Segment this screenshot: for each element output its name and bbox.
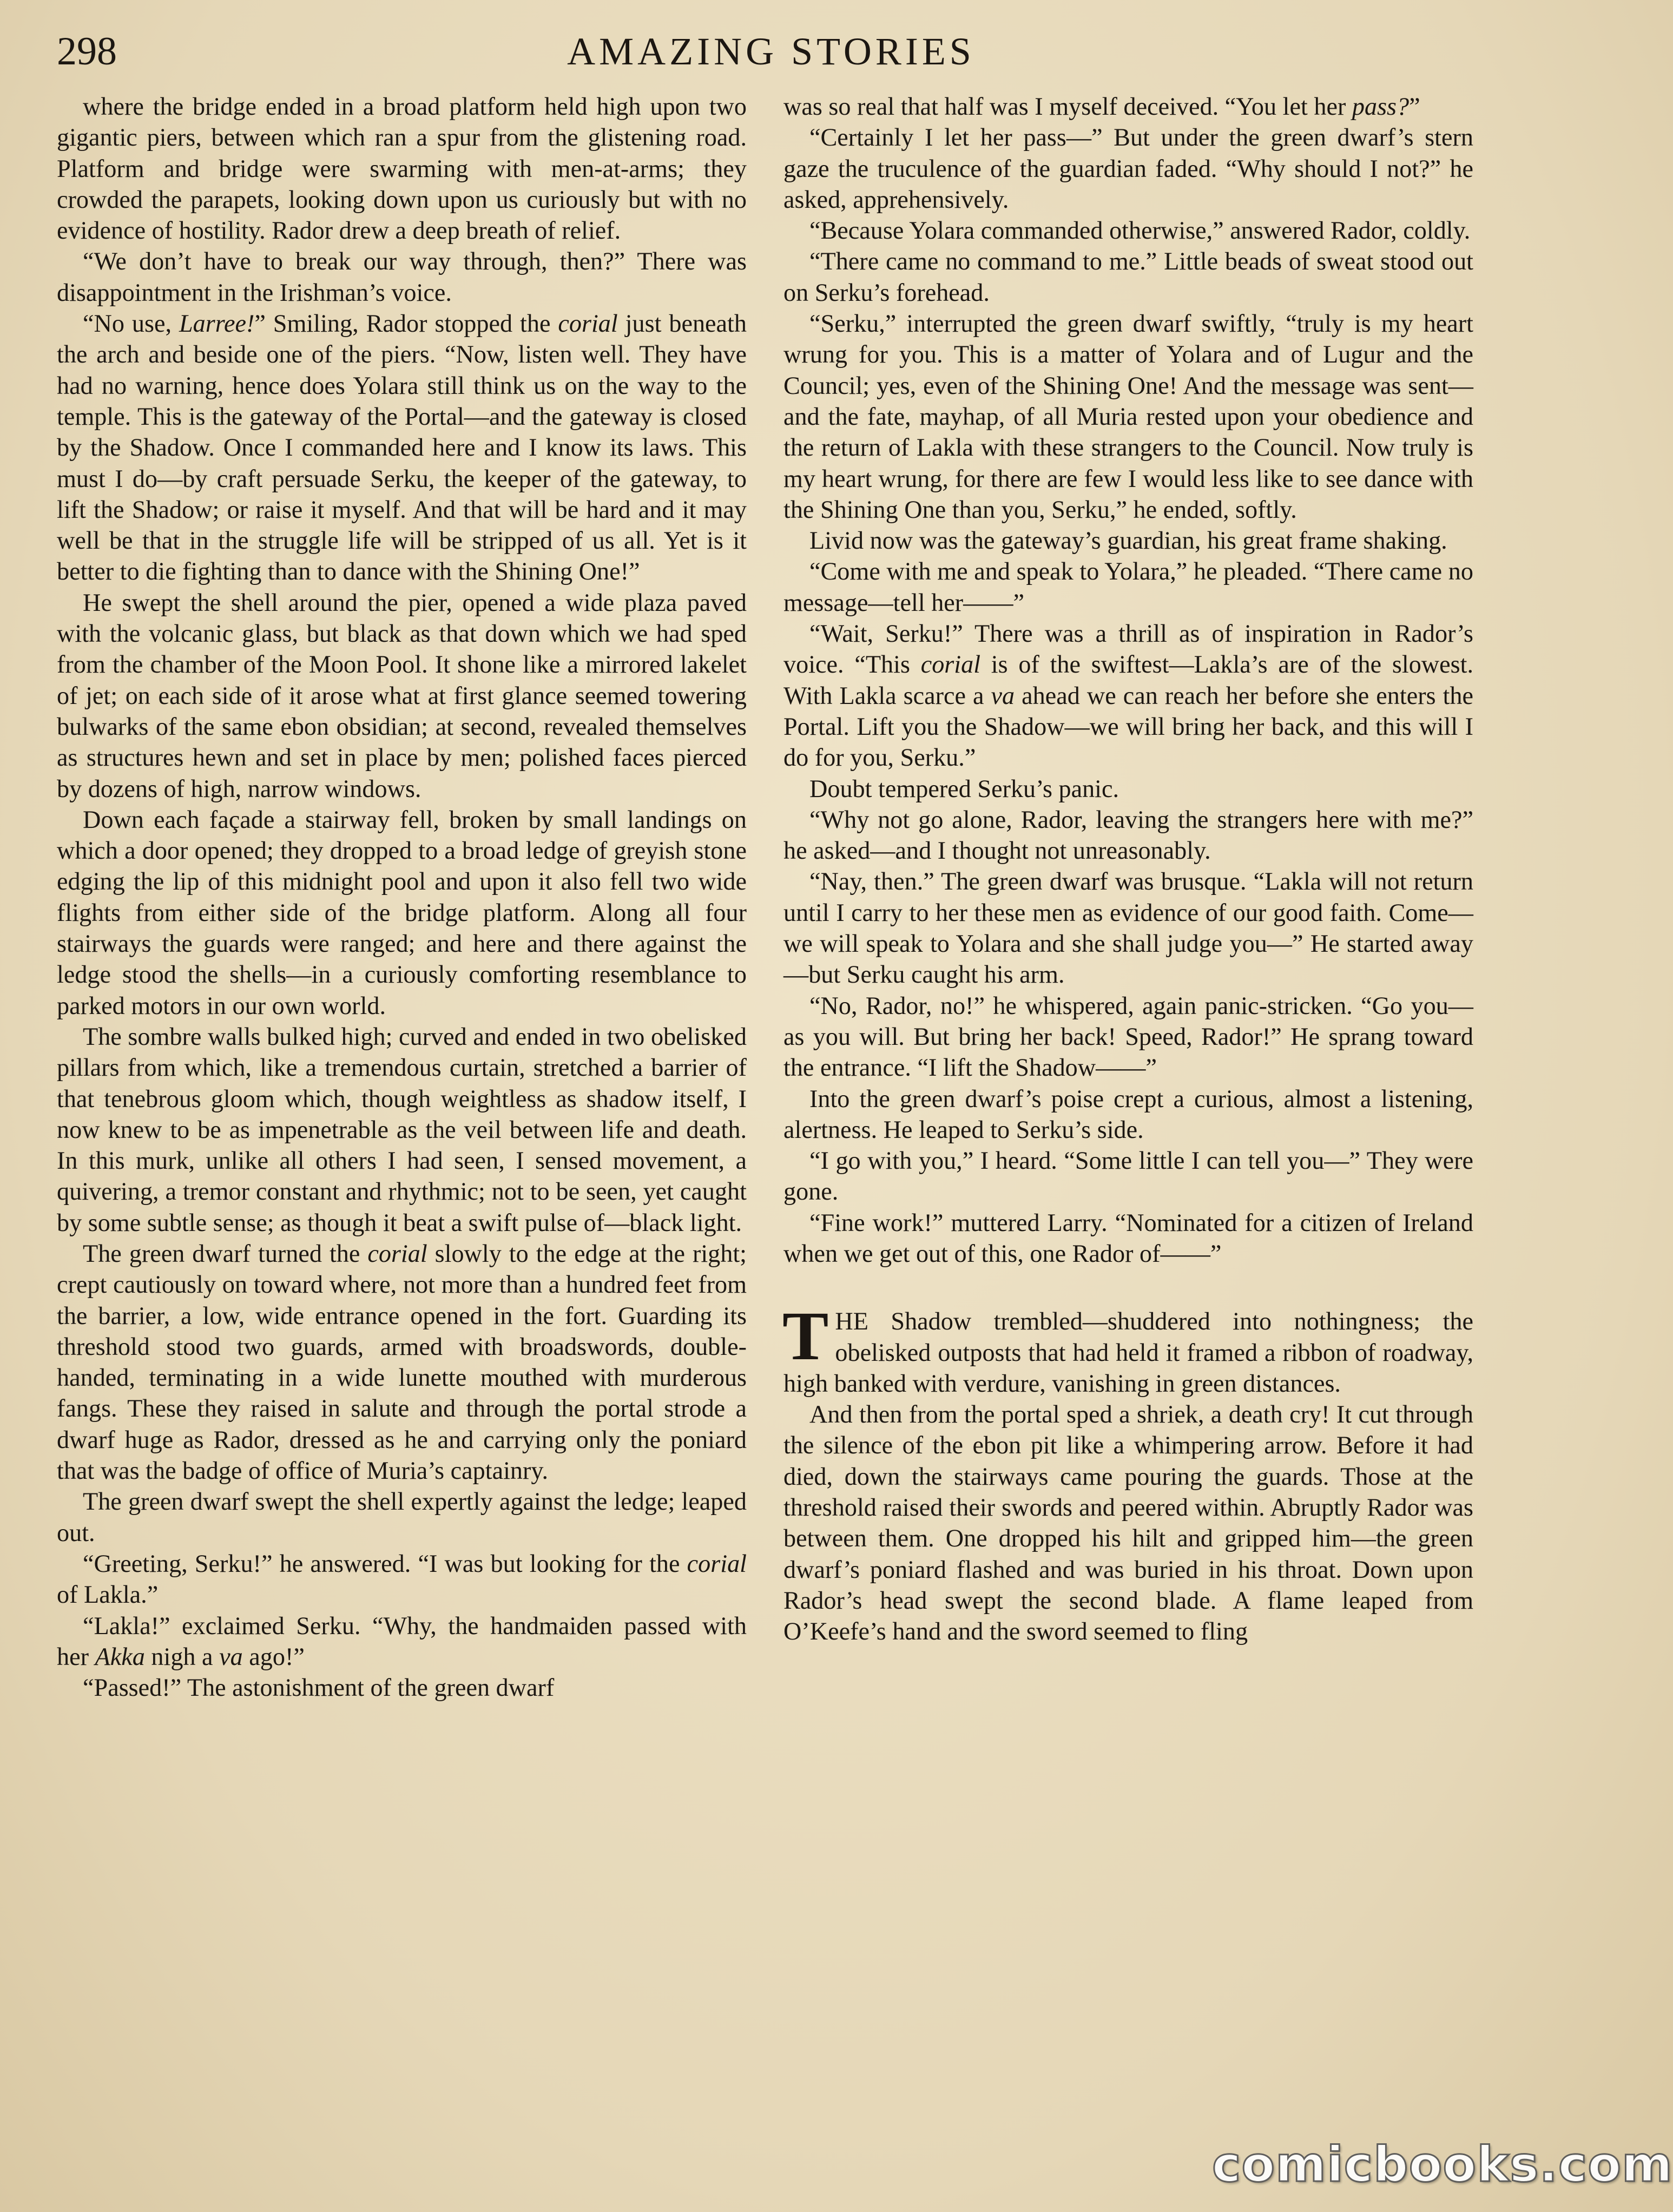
drop-cap: T bbox=[782, 1298, 829, 1375]
italic-text: corial bbox=[687, 1549, 747, 1577]
text-run: of Lakla.” bbox=[57, 1581, 159, 1609]
text-run: Livid now was the gateway’s guardian, his great frame shaking. bbox=[809, 526, 1447, 555]
text-run: The sombre walls bulked high; curved and ended in two obelisked pillars from which, like a tremendous curtain, stretched a barrier of that tenebrous gloom which, though weightless as shadow itself, I now knew to be as impenetrable as the veil between life and death. In this murk, unlike all others I had seen, I sensed movement, a quivering, a tremor constant and rhythmic; not to be seen, yet caught by some subtle sense; as though it beat a swift pulse of—black light. bbox=[57, 1022, 747, 1236]
text-run: “There came no command to me.” Little beads of sweat stood out on Serku’s forehead. bbox=[783, 247, 1473, 306]
text-run: ago!” bbox=[242, 1642, 305, 1670]
paragraph bbox=[783, 525, 1473, 556]
paragraph bbox=[783, 1145, 1473, 1207]
text-run: “Serku,” interrupted the green dwarf swiftly, “truly is my heart wrung for you. This is a matter of Yolara and of Lugur and the Council; yes, even of the Shining One! And the message was sent—and the fate, mayhap, of all Muria rested upon your obedience and the return of Lakla with these strangers to the Council. Now truly is my heart wrung, for there are few I would less like to see dance with the Shining One than you, Serku,” he ended, softly. bbox=[783, 310, 1473, 523]
text-run: Into the green dwarf’s poise crept a curious, almost a listening, alertness. He leaped to Serku’s side. bbox=[783, 1084, 1473, 1143]
paragraph bbox=[783, 215, 1473, 246]
text-run: where the bridge ended in a broad platform held high upon two gigantic piers, between which ran a spur from the glistening road. Platform and bridge were swarming with men-at-arms; they crowded the parapets, looking down upon us curiously but with no evidence of hostility. Rador drew a deep breath of relief. bbox=[57, 93, 747, 245]
italic-text: corial bbox=[367, 1239, 427, 1267]
text-run: “Wait, Serku!” There was a thrill as of inspiration in Rador’s voice. “This bbox=[783, 620, 1473, 679]
running-title: AMAZING STORIES bbox=[567, 30, 975, 73]
text-run: “Why not go alone, Rador, leaving the strangers here with me?” he asked—and I thought not unreasonably. bbox=[783, 805, 1473, 865]
text-run: Down each façade a stairway fell, broken by small landings on which a door opened; they dropped to a broad ledge of greyish stone edging the lip of this midnight pool and upon it also fell two wide flights from either side of the bridge platform. Along all four stairways the guards were ranged; and here and there against the ledge stood the shells—in a curiously comforting resemblance to parked motors in our own world. bbox=[57, 805, 747, 1019]
paragraph bbox=[783, 990, 1473, 1083]
left-column bbox=[57, 91, 747, 2180]
text-run: “No, Rador, no!” he whispered, again panic-stricken. “Go you—as you will. But bring her back! Speed, Rador!” He sprang toward the entrance. “I lift the Shadow——” bbox=[783, 991, 1473, 1082]
paragraph bbox=[57, 246, 747, 308]
section-paragraph bbox=[782, 1298, 1473, 1399]
paragraph bbox=[57, 308, 747, 587]
text-run: ahead we can reach her before she enters the Portal. Lift you the Shadow—we will bring her back, and this will I do for you, Serku.” bbox=[783, 681, 1473, 772]
text-run: ” Smiling, Rador stopped the bbox=[254, 310, 558, 338]
text-run: “Because Yolara commanded otherwise,” answered Rador, coldly. bbox=[809, 216, 1471, 245]
text-run: was so real that half was I myself deceived. “You let her bbox=[783, 93, 1352, 120]
italic-text: va bbox=[219, 1642, 243, 1670]
paragraph bbox=[57, 1548, 747, 1610]
paragraph bbox=[57, 1610, 747, 1673]
paragraph bbox=[783, 1399, 1473, 1647]
text-run: “Certainly I let her pass—” But under the green dwarf’s stern gaze the truculence of the guardian faded. “Why should I not?” he asked, apprehensively. bbox=[783, 123, 1473, 213]
paragraph bbox=[57, 804, 747, 1021]
text-run: just beneath the arch and beside one of the piers. “Now, listen well. They have had no warning, hence does Yolara still think us on the way to the temple. This is the gateway of the Portal—and the gateway is closed by the Shadow. Once I commanded here and I know its laws. This must I do—by craft persuade Serku, the keeper of the gateway, to lift the Shadow; or raise it myself. And that will be hard and it may well be that in the struggle life will be stripped of us all. Yet is it better to die fighting than to dance with the Shining One!” bbox=[57, 310, 747, 585]
italic-text: Akka bbox=[95, 1642, 145, 1670]
italic-text: va bbox=[991, 681, 1015, 709]
text-run: And then from the portal sped a shriek, a death cry! It cut through the silence of the ebon pit like a whimpering arrow. Before it had died, down the stairways came pouring the guards. Those at the threshold raised their swords and peered within. Abruptly Rador was between them. One dropped his hilt and gripped him—the green dwarf’s poniard flashed and was buried in his throat. Down upon Rador’s head swept the second blade. A flame leaped from O’Keefe’s hand and the sword seemed to fling bbox=[783, 1400, 1473, 1645]
text-run: “We don’t have to break our way through, then?” There was disappointment in the Irishman’s voice. bbox=[57, 247, 747, 306]
text-run: “Greeting, Serku!” he answered. “I was but looking for the bbox=[83, 1549, 687, 1577]
italic-text: pass? bbox=[1352, 93, 1409, 120]
paragraph bbox=[783, 246, 1473, 308]
text-run: “I go with you,” I heard. “Some little I can tell you—” They were gone. bbox=[783, 1147, 1473, 1206]
paragraph bbox=[783, 91, 1473, 122]
text-run: The green dwarf turned the bbox=[83, 1239, 368, 1267]
paragraph bbox=[783, 773, 1473, 804]
text-run: Doubt tempered Serku’s panic. bbox=[809, 774, 1119, 802]
paragraph bbox=[783, 1083, 1473, 1146]
text-run: “Nay, then.” The green dwarf was brusque. “Lakla will not return until I carry to her these men as evidence of our good faith. Come—we will speak to Yolara and she shall judge you—” He started away—but Serku caught his arm. bbox=[783, 867, 1473, 989]
text-run: is of the swiftest—Lakla’s are of the slowest. With Lakla scarce a bbox=[783, 650, 1473, 709]
paragraph bbox=[783, 1207, 1473, 1269]
page-number: 298 bbox=[57, 29, 117, 74]
text-run: “No use, bbox=[83, 310, 179, 338]
paragraph bbox=[57, 1238, 747, 1486]
italic-text: corial bbox=[920, 650, 981, 679]
italic-text: corial bbox=[558, 310, 618, 338]
paragraph bbox=[783, 122, 1473, 215]
paragraph bbox=[57, 1486, 747, 1548]
paragraph bbox=[783, 556, 1473, 618]
paragraph bbox=[57, 587, 747, 804]
paragraph bbox=[783, 866, 1473, 990]
text-run: “Passed!” The astonishment of the green dwarf bbox=[83, 1674, 555, 1702]
paragraph bbox=[783, 618, 1473, 773]
page-header bbox=[57, 27, 1485, 76]
text-run: The green dwarf swept the shell expertly against the ledge; leaped out. bbox=[57, 1487, 747, 1546]
text-run: slowly to the edge at the right; crept cautiously on toward where, not more than a hundred feet from the barrier, a low, wide entrance opened in the fort. Guarding its threshold stood two guards, armed with broadswords, double-handed, terminating in a wide lunette mouthed with murderous fangs. These they raised in salute and through the portal strode a dwarf huge as Rador, dressed as he and carrying only the poniard that was the badge of office of Muria’s captainry. bbox=[57, 1239, 747, 1485]
text-run: HE Shadow trembled—shuddered into nothingness; the obelisked outposts that had held it framed a ribbon of roadway, high banked with verdure, vanishing in green distances. bbox=[783, 1307, 1473, 1397]
text-run: He swept the shell around the pier, opened a wide plaza paved with the volcanic glass, but black as that down which we had sped from the chamber of the Moon Pool. It shone like a mirrored lakelet of jet; on each side of it arose what at first glance seemed towering bulwarks of the same ebon obsidian; at second, revealed themselves as structures hewn and set in place by men; polished faces pierced by dozens of high, narrow windows. bbox=[57, 588, 747, 802]
paragraph bbox=[57, 1021, 747, 1238]
paragraph bbox=[57, 1672, 747, 1703]
paragraph bbox=[783, 804, 1473, 866]
text-run: “Come with me and speak to Yolara,” he pleaded. “There came no message—tell her——” bbox=[783, 557, 1473, 616]
right-column bbox=[783, 91, 1473, 2180]
text-run: nigh a bbox=[144, 1642, 220, 1670]
text-run: “Lakla!” exclaimed Serku. “Why, the handmaiden passed with her bbox=[57, 1611, 747, 1670]
paragraph bbox=[57, 91, 747, 246]
paragraph bbox=[783, 308, 1473, 525]
text-run: “Fine work!” muttered Larry. “Nominated for a citizen of Ireland when we get out of this, one Rador of——” bbox=[783, 1208, 1473, 1267]
watermark-logo: comicbooks.com bbox=[1212, 2136, 1673, 2193]
text-run: ” bbox=[1409, 93, 1420, 120]
italic-text: Larree! bbox=[179, 310, 255, 338]
